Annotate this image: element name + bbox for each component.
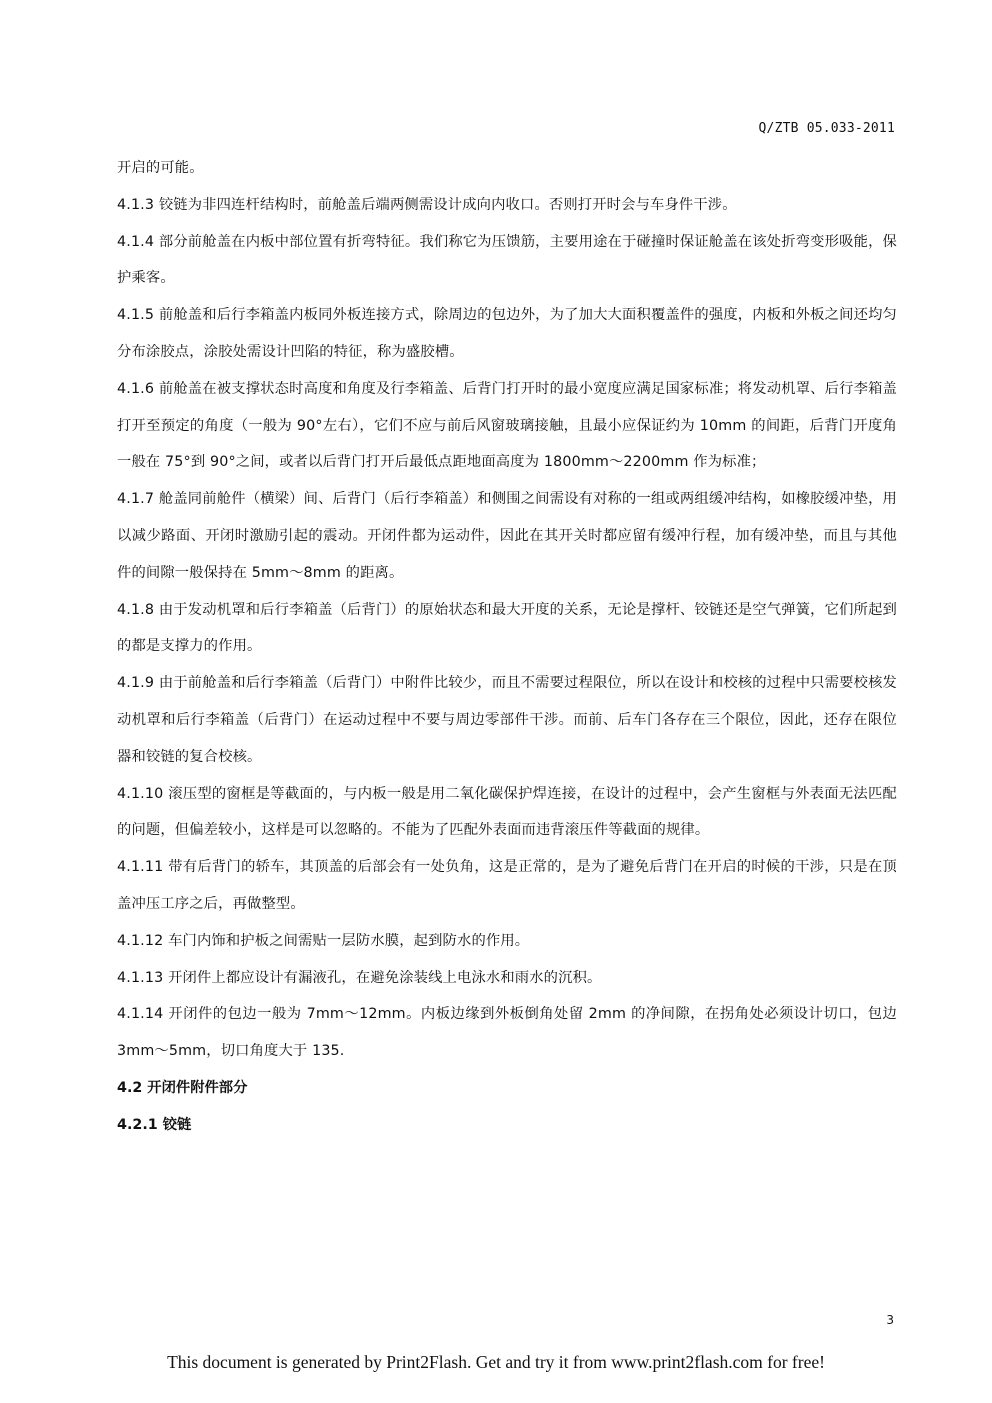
paragraph-4-1-10: 4.1.10 滚压型的窗框是等截面的，与内板一般是用二氧化碳保护焊连接，在设计的过程中，会产生窗框与外表面无法匹配的问题，但偏差较小，这样是可以忽略的。不能为了匹配外表面而违背滚压件等截面的规律。 bbox=[117, 785, 897, 839]
paragraph-4-1-7: 4.1.7 舱盖同前舱件（横梁）间、后背门（后行李箱盖）和侧围之间需设有对称的一组或两组缓冲结构，如橡胶缓冲垫，用以减少路面、开闭时激励引起的震动。开闭件都为运动件，因此在其开关时都应留有缓冲行程，加有缓冲垫，而且与其他件的间隙一般保持在 5mm～8mm 的距离。 bbox=[117, 491, 897, 581]
paragraph-4-1-4: 4.1.4 部分前舱盖在内板中部位置有折弯特征。我们称它为压馈筋，主要用途在于碰撞时保证舱盖在该处折弯变形吸能，保护乘客。 bbox=[117, 233, 897, 287]
document-code: Q/ZTB 05.033-2011 bbox=[758, 121, 895, 136]
paragraph-4-1-11: 4.1.11 带有后背门的轿车，其顶盖的后部会有一处负角，这是正常的，是为了避免后背门在开启的时候的干涉，只是在顶盖冲压工序之后，再做整型。 bbox=[117, 859, 897, 912]
paragraph-4-1-3: 4.1.3 铰链为非四连杆结构时，前舱盖后端两侧需设计成向内收口。否则打开时会与车身件干涉。 bbox=[117, 196, 737, 213]
footer-notice: This document is generated by Print2Flash. Get and try it from www.print2flash.com for free! bbox=[167, 1352, 825, 1372]
page-number: 3 bbox=[886, 1313, 894, 1327]
paragraph-4-1-12: 4.1.12 车门内饰和护板之间需贴一层防水膜，起到防水的作用。 bbox=[117, 932, 530, 949]
paragraph-continued: 开启的可能。 bbox=[117, 160, 204, 176]
section-heading-4-2-1: 4.2.1 铰链 bbox=[117, 1116, 192, 1133]
paragraph-4-1-13: 4.1.13 开闭件上都应设计有漏液孔，在避免涂装线上电泳水和雨水的沉积。 bbox=[117, 969, 602, 986]
paragraph-4-1-9: 4.1.9 由于前舱盖和后行李箱盖（后背门）中附件比较少，而且不需要过程限位，所以在设计和校核的过程中只需要校核发动机罩和后行李箱盖（后背门）在运动过程中不要与周边零部件干涉。而前、后车门各存在三个限位，因此，还存在限位器和铰链的复合校核。 bbox=[117, 675, 897, 765]
paragraph-4-1-6: 4.1.6 前舱盖在被支撑状态时高度和角度及行李箱盖、后背门打开时的最小宽度应满足国家标准；将发动机罩、后行李箱盖打开至预定的角度（一般为 90°左右），它们不应与前后风窗玻璃接触，且最小应保证约为 10mm 的间距，后背门开度角一般在 75°到 90°之间，或者以后背门打开后最低点距地面高度为 1800mm～2200mm 作为标准； bbox=[117, 380, 897, 471]
paragraph-4-1-14: 4.1.14 开闭件的包边一般为 7mm～12mm。内板边缘到外板倒角处留 2mm 的净间隙，在拐角处必须设计切口，包边 3mm～5mm，切口角度大于 135. bbox=[117, 1006, 897, 1060]
paragraph-4-1-5: 4.1.5 前舱盖和后行李箱盖内板同外板连接方式，除周边的包边外，为了加大大面积覆盖件的强度，内板和外板之间还均匀分布涂胶点，涂胶处需设计凹陷的特征，称为盛胶槽。 bbox=[117, 307, 897, 360]
paragraph-4-1-8: 4.1.8 由于发动机罩和后行李箱盖（后背门）的原始状态和最大开度的关系，无论是撑杆、铰链还是空气弹簧，它们所起到的都是支撑力的作用。 bbox=[117, 601, 897, 655]
document-body bbox=[117, 150, 897, 1144]
section-heading-4-2: 4.2 开闭件附件部分 bbox=[117, 1079, 248, 1096]
